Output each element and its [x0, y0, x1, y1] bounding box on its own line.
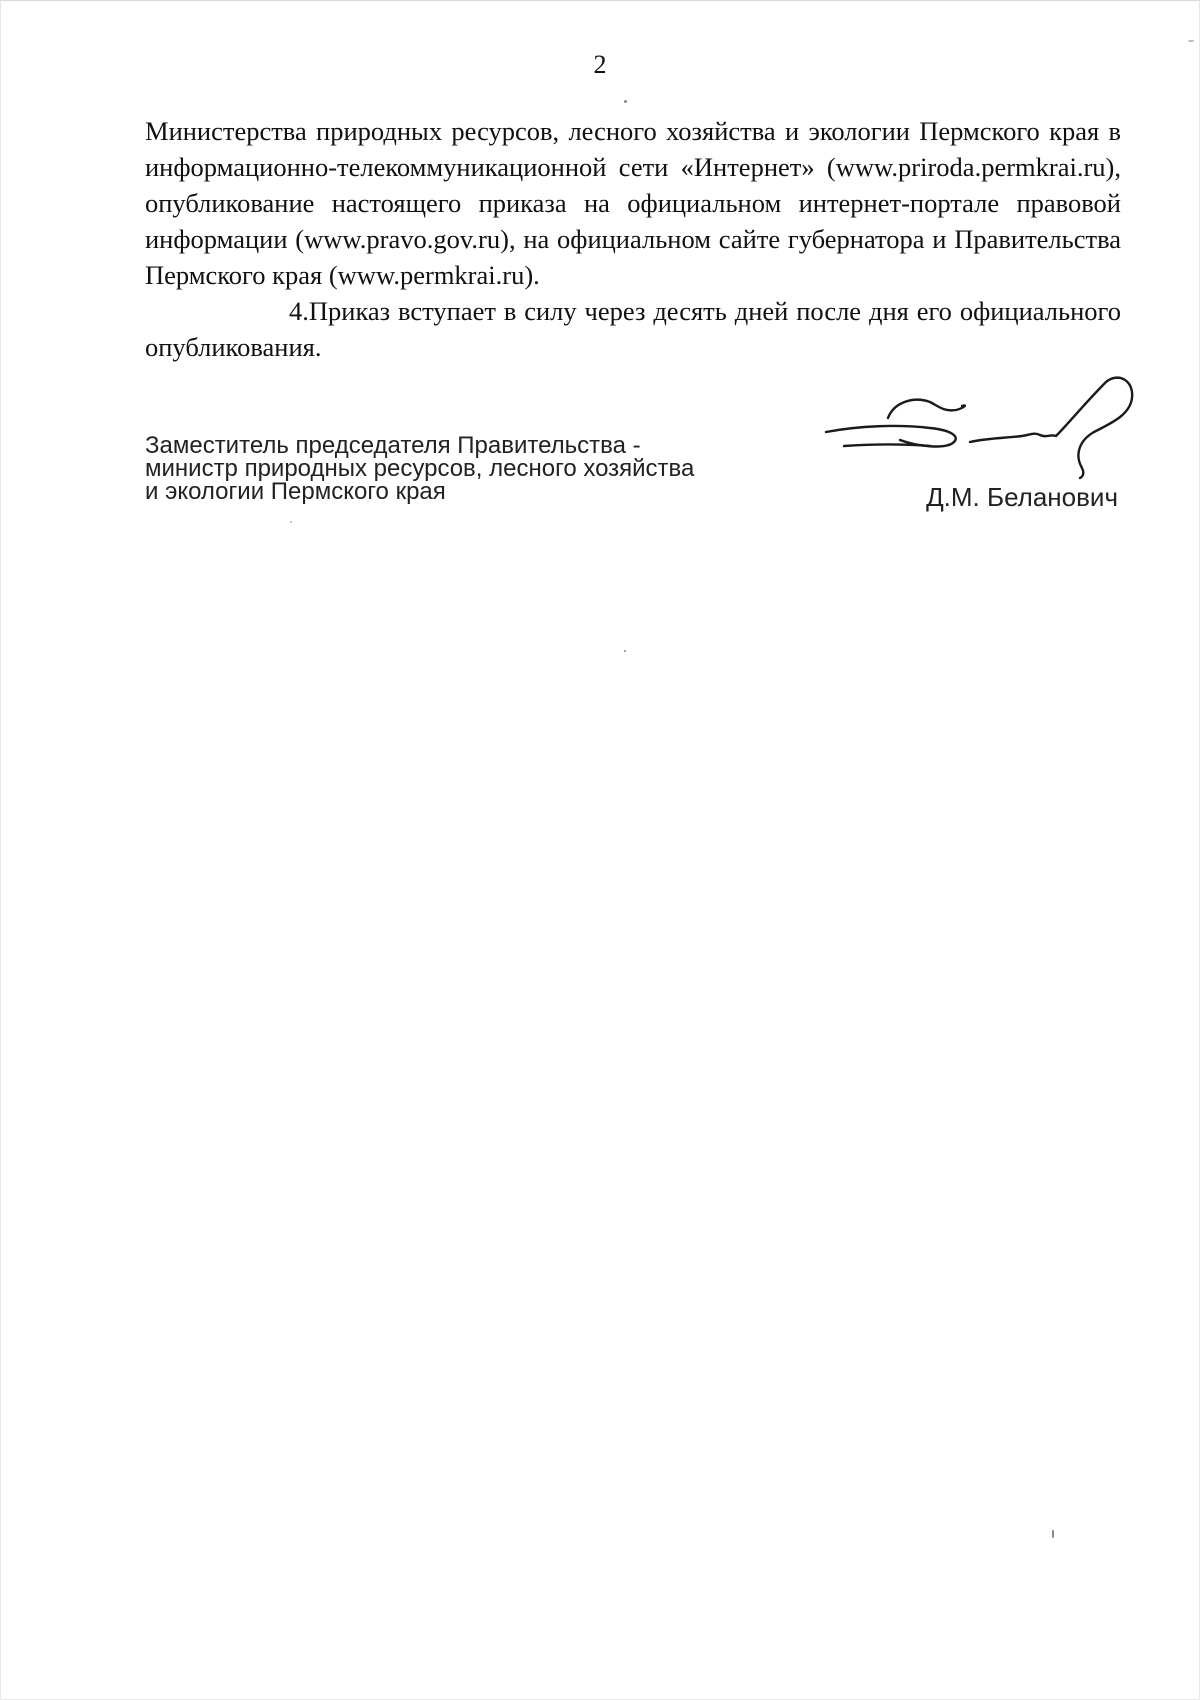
paragraph-3-continuation: Министерства природных ресурсов, лесного хозяйства и экологии Пермского края в информационно-телекоммуникационной сети «Интернет» (www.priroda.permkrai.ru), опубликование настоящего приказа на официальном интернет-портале правовой информации (www.pravo.gov.ru), на официальном сайте губернатора и Правительства Пермского края (www.permkrai.ru).: [145, 116, 1121, 290]
signer-position-line-3: и экологии Пермского края: [145, 478, 446, 505]
scan-speck: [624, 100, 627, 103]
paragraph-4-number: 4.: [289, 296, 309, 326]
signer-position: [145, 434, 765, 503]
signer-name: Д.М. Беланович: [926, 482, 1118, 512]
handwritten-signature: [818, 372, 1138, 482]
paragraph-4-text: Приказ вступает в силу через десять дней после дня его официального опубликования.: [145, 296, 1121, 362]
scan-speck: [290, 521, 292, 523]
scan-speck: [624, 650, 626, 652]
paragraph-4: [145, 293, 1121, 365]
scan-speck: [1052, 1530, 1054, 1538]
document-body: [145, 113, 1121, 365]
signer-position-line-2: министр природных ресурсов, лесного хозяйства: [145, 455, 695, 482]
page-number: 2: [593, 50, 607, 79]
signer-position-line-1: Заместитель председателя Правительства -: [145, 432, 641, 459]
scan-speck: [1188, 40, 1194, 42]
